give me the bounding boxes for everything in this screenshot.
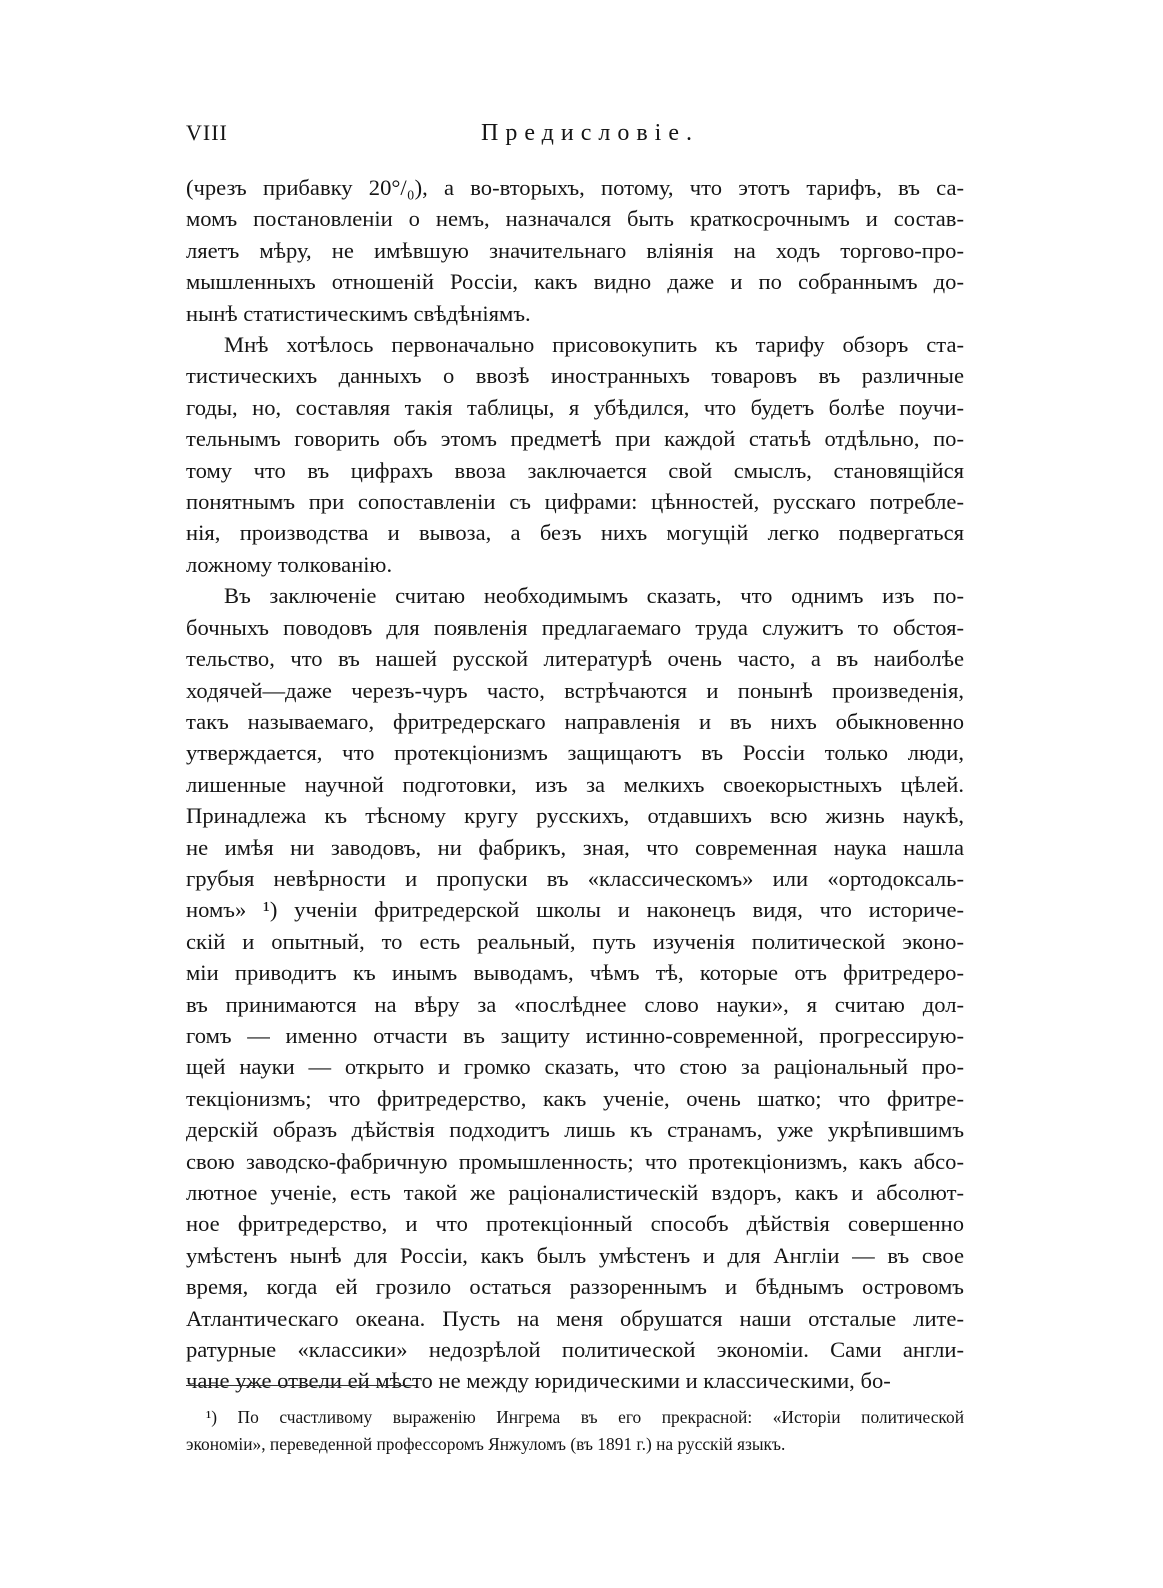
text-line: умѣстенъ нынѣ для Россіи, какъ былъ умѣстенъ и для Англіи — въ свое [186,1242,964,1268]
page-number: VIII [186,120,228,145]
text-line: такъ называемаго, фритредерскаго направленія и въ нихъ обыкновенно [186,708,964,734]
text-line: Принадлежа къ тѣсному кругу русскихъ, отдавшихъ всю жизнь наукѣ, [186,803,964,829]
text-line: грубыя невѣрности и пропуски въ «классическомъ» или «ортодоксаль- [186,865,964,891]
footnote-divider [186,1385,418,1386]
text-line: лютное ученіе, есть такой же раціоналистическій вздоръ, какъ и абсолют- [186,1180,964,1205]
text-line: утверждается, что протекціонизмъ защищаютъ въ Россіи только люди, [186,740,964,766]
text-line: ляетъ мѣру, не имѣвшую значительнаго вліянія на ходъ торгово-про- [186,237,964,263]
paragraph [186,172,964,329]
text-line: ратурные «классики» недозрѣлой политической экономіи. Сами англи- [186,1337,964,1363]
text-line: тому что въ цифрахъ ввоза заключается свой смыслъ, становящійся [186,457,964,483]
text-line: тистическихъ данныхъ о ввозѣ иностранныхъ товаровъ въ различные [186,363,964,389]
main-text [186,172,964,1397]
text-line: номъ» ¹) ученіи фритредерской школы и наконецъ видя, что историче- [186,897,964,923]
paragraph [186,329,964,580]
text-line: ное фритредерство, и что протекціонный способъ дѣйствія совершенно [186,1211,964,1237]
text-line: ходячей—даже черезъ-чуръ часто, встрѣчаются и понынѣ произведенія, [186,677,964,703]
text-line: міи приводитъ къ инымъ выводамъ, чѣмъ тѣ, которые отъ фритредеро- [186,960,964,986]
text-line: чане уже отвели ей мѣсто не между юридическими и классическими, бо- [186,1368,891,1394]
page-header [186,120,964,160]
text-line: щей науки — открыто и громко сказать, что стою за раціональный про- [186,1054,964,1080]
text-line: (чрезъ прибавку 20°/₀), а во-вторыхъ, потому, что этотъ тарифъ, въ са- [186,175,964,200]
footnote-line: ¹) По счастливому выраженію Ингрема въ его прекрасной: «Исторіи политической [206,1407,964,1427]
text-line: годы, но, составляя такія таблицы, я убѣдился, что будетъ болѣе поучи- [186,394,964,420]
footnote-line: экономіи», переведенной профессоромъ Янжуломъ (въ 1891 г.) на русскій языкъ. [186,1434,786,1454]
text-line: гомъ — именно отчасти въ защиту истинно-современной, прогрессирую- [186,1022,964,1048]
text-line: дерскій образъ дѣйствія подходитъ лишь къ странамъ, уже укрѣпившимъ [186,1117,964,1143]
text-line: свою заводско-фабричную промышленность; что протекціонизмъ, какъ абсо- [186,1148,964,1174]
paragraph [186,580,964,1397]
running-title: Предисловіе. [480,120,699,146]
text-line: понятнымъ при сопоставленіи съ цифрами: цѣнностей, русскаго потребле- [186,489,964,515]
text-line: бочныхъ поводовъ для появленія предлагаемаго труда служитъ то обстоя- [186,614,964,640]
text-line: Въ заключеніе считаю необходимымъ сказать, что однимъ изъ по- [224,583,964,609]
footnote [186,1404,964,1458]
text-line: лишенные научной подготовки, изъ за мелкихъ своекорыстныхъ цѣлей. [186,771,964,797]
text-line: Мнѣ хотѣлось первоначально присовокупить къ тарифу обзоръ ста- [224,332,964,358]
text-line: не имѣя ни заводовъ, ни фабрикъ, зная, что современная наука нашла [186,834,964,860]
text-line: Атлантическаго океана. Пусть на меня обрушатся наши отсталые лите- [186,1305,964,1331]
text-line: нынѣ статистическимъ свѣдѣніямъ. [186,300,531,326]
text-line: текціонизмъ; что фритредерство, какъ ученіе, очень шатко; что фритре- [186,1085,964,1111]
text-line: время, когда ей грозило остаться раззореннымъ и бѣднымъ островомъ [186,1274,964,1300]
text-line: ложному толкованію. [186,551,393,577]
text-line: момъ постановленіи о немъ, назначался быть краткосрочнымъ и состав- [186,206,964,232]
text-line: въ принимаются на вѣру за «послѣднее слово науки», я считаю дол- [186,991,964,1017]
text-line: нія, производства и вывоза, а безъ нихъ могущій легко подвергаться [186,520,964,546]
text-line: тельство, что въ нашей русской литературѣ очень часто, а въ наиболѣе [186,646,964,672]
text-line: скій и опытный, то есть реальный, путь изученія политической эконо- [186,928,964,954]
text-line: тельнымъ говорить объ этомъ предметѣ при каждой статьѣ отдѣльно, по- [186,426,964,452]
text-line: мышленныхъ отношеній Россіи, какъ видно даже и по собраннымъ до- [186,269,964,295]
